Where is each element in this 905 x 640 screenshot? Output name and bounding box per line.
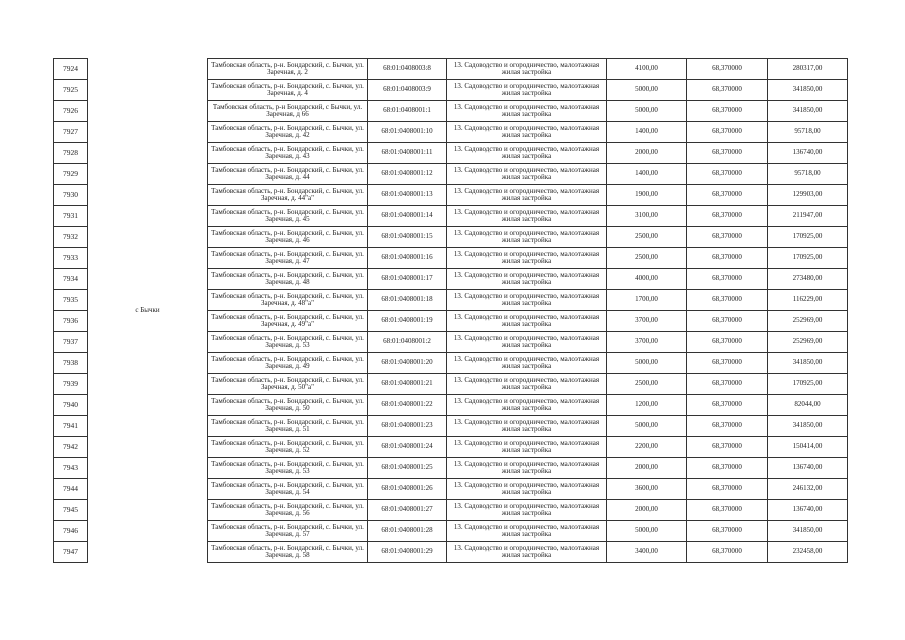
row-number: 7925 <box>54 80 88 101</box>
land-use-cell: 13. Садоводство и огородничество, малоэтажная жилая застройка <box>447 437 607 458</box>
row-number: 7945 <box>54 500 88 521</box>
land-use-cell: 13. Садоводство и огородничество, малоэтажная жилая застройка <box>447 542 607 563</box>
cadastral-number-cell: 68:01:0408003:9 <box>368 80 447 101</box>
land-use-cell: 13. Садоводство и огородничество, малоэтажная жилая застройка <box>447 311 607 332</box>
address-cell: Тамбовская область, р-н. Бондарский, с. Бычки, ул. Заречная, д. 50 <box>208 395 368 416</box>
row-number: 7935 <box>54 290 88 311</box>
address-cell: Тамбовская область, р-н. Бондарский, с. Бычки, ул. Заречная, д. 57 <box>208 521 368 542</box>
rate-cell: 68,370000 <box>687 269 768 290</box>
address-cell: Тамбовская область, р-н. Бондарский, с. Бычки, ул. Заречная, д. 53 <box>208 458 368 479</box>
cadastral-value-cell: 341850,00 <box>768 353 848 374</box>
address-cell: Тамбовская область, р-н. Бондарский, с. Бычки, ул. Заречная, д. 49 <box>208 353 368 374</box>
row-number: 7930 <box>54 185 88 206</box>
land-use-cell: 13. Садоводство и огородничество, малоэтажная жилая застройка <box>447 458 607 479</box>
rate-cell: 68,370000 <box>687 332 768 353</box>
rate-cell: 68,370000 <box>687 185 768 206</box>
rate-cell: 68,370000 <box>687 164 768 185</box>
cadastral-number-cell: 68:01:0408001:13 <box>368 185 447 206</box>
cadastral-value-cell: 341850,00 <box>768 521 848 542</box>
cadastral-number-cell: 68:01:0408001:15 <box>368 227 447 248</box>
rate-cell: 68,370000 <box>687 227 768 248</box>
row-number: 7946 <box>54 521 88 542</box>
address-cell: Тамбовская область, р-н Бондарский, с Бычки, ул. Заречная, д 66 <box>208 101 368 122</box>
row-number: 7947 <box>54 542 88 563</box>
rate-cell: 68,370000 <box>687 395 768 416</box>
area-cell: 3100,00 <box>607 206 687 227</box>
area-cell: 1700,00 <box>607 290 687 311</box>
cadastral-value-cell: 341850,00 <box>768 101 848 122</box>
address-cell: Тамбовская область, р-н. Бондарский, с. Бычки, ул. Заречная, д. 42 <box>208 122 368 143</box>
cadastral-number-cell: 68:01:0408001:12 <box>368 164 447 185</box>
land-use-cell: 13. Садоводство и огородничество, малоэтажная жилая застройка <box>447 80 607 101</box>
cadastral-value-cell: 232458,00 <box>768 542 848 563</box>
address-cell: Тамбовская область, р-н. Бондарский, с. Бычки, ул. Заречная, д. 49"а" <box>208 311 368 332</box>
table-row <box>54 59 848 80</box>
cadastral-value-cell: 211947,00 <box>768 206 848 227</box>
cadastral-value-cell: 170925,00 <box>768 227 848 248</box>
land-use-cell: 13. Садоводство и огородничество, малоэтажная жилая застройка <box>447 164 607 185</box>
land-use-cell: 13. Садоводство и огородничество, малоэтажная жилая застройка <box>447 416 607 437</box>
address-cell: Тамбовская область, р-н. Бондарский, с. Бычки, ул. Заречная, д. 56 <box>208 500 368 521</box>
cadastral-number-cell: 68:01:0408001:18 <box>368 290 447 311</box>
address-cell: Тамбовская область, р-н. Бондарский, с. Бычки, ул. Заречная, д. 48"а" <box>208 290 368 311</box>
cadastral-value-cell: 170925,00 <box>768 374 848 395</box>
cadastral-value-cell: 136740,00 <box>768 500 848 521</box>
land-use-cell: 13. Садоводство и огородничество, малоэтажная жилая застройка <box>447 227 607 248</box>
rate-cell: 68,370000 <box>687 206 768 227</box>
rate-cell: 68,370000 <box>687 437 768 458</box>
cadastral-value-cell: 150414,00 <box>768 437 848 458</box>
cadastral-value-cell: 170925,00 <box>768 248 848 269</box>
row-number: 7928 <box>54 143 88 164</box>
cadastral-number-cell: 68:01:0408001:23 <box>368 416 447 437</box>
cadastral-number-cell: 68:01:0408001:27 <box>368 500 447 521</box>
rate-cell: 68,370000 <box>687 143 768 164</box>
area-cell: 3700,00 <box>607 311 687 332</box>
row-number: 7926 <box>54 101 88 122</box>
cadastral-number-cell: 68:01:0408003:8 <box>368 59 447 80</box>
row-number: 7939 <box>54 374 88 395</box>
rate-cell: 68,370000 <box>687 479 768 500</box>
area-cell: 5000,00 <box>607 521 687 542</box>
cadastral-value-cell: 136740,00 <box>768 143 848 164</box>
address-cell: Тамбовская область, р-н. Бондарский, с. Бычки, ул. Заречная, д. 46 <box>208 227 368 248</box>
rate-cell: 68,370000 <box>687 80 768 101</box>
cadastral-value-cell: 252969,00 <box>768 332 848 353</box>
cadastral-value-cell: 341850,00 <box>768 416 848 437</box>
rate-cell: 68,370000 <box>687 122 768 143</box>
cadastral-number-cell: 68:01:0408001:24 <box>368 437 447 458</box>
address-cell: Тамбовская область, р-н. Бондарский, с. Бычки, ул. Заречная, д. 58 <box>208 542 368 563</box>
address-cell: Тамбовская область, р-н. Бондарский, с. Бычки, ул. Заречная, д. 48 <box>208 269 368 290</box>
cadastral-value-cell: 280317,00 <box>768 59 848 80</box>
row-number: 7929 <box>54 164 88 185</box>
cadastral-number-cell: 68:01:0408001:10 <box>368 122 447 143</box>
area-cell: 2500,00 <box>607 374 687 395</box>
area-cell: 5000,00 <box>607 80 687 101</box>
row-number: 7941 <box>54 416 88 437</box>
area-cell: 2000,00 <box>607 458 687 479</box>
row-number: 7934 <box>54 269 88 290</box>
address-cell: Тамбовская область, р-н. Бондарский, с. Бычки, ул. Заречная, д. 47 <box>208 248 368 269</box>
cadastral-number-cell: 68:01:0408001:2 <box>368 332 447 353</box>
rate-cell: 68,370000 <box>687 458 768 479</box>
rate-cell: 68,370000 <box>687 521 768 542</box>
row-number: 7943 <box>54 458 88 479</box>
area-cell: 1900,00 <box>607 185 687 206</box>
row-number: 7931 <box>54 206 88 227</box>
address-cell: Тамбовская область, р-н. Бондарский, с. Бычки, ул. Заречная, д. 51 <box>208 416 368 437</box>
cadastral-value-cell: 246132,00 <box>768 479 848 500</box>
land-use-cell: 13. Садоводство и огородничество, малоэтажная жилая застройка <box>447 206 607 227</box>
cadastral-value-cell: 341850,00 <box>768 80 848 101</box>
area-cell: 4000,00 <box>607 269 687 290</box>
area-cell: 5000,00 <box>607 353 687 374</box>
cadastral-number-cell: 68:01:0408001:11 <box>368 143 447 164</box>
land-use-cell: 13. Садоводство и огородничество, малоэтажная жилая застройка <box>447 521 607 542</box>
cadastral-value-cell: 136740,00 <box>768 458 848 479</box>
cadastral-number-cell: 68:01:0408001:14 <box>368 206 447 227</box>
area-cell: 3700,00 <box>607 332 687 353</box>
land-use-cell: 13. Садоводство и огородничество, малоэтажная жилая застройка <box>447 248 607 269</box>
land-use-cell: 13. Садоводство и огородничество, малоэтажная жилая застройка <box>447 59 607 80</box>
cadastral-number-cell: 68:01:0408001:28 <box>368 521 447 542</box>
row-number: 7936 <box>54 311 88 332</box>
cadastral-number-cell: 68:01:0408001:20 <box>368 353 447 374</box>
row-number: 7938 <box>54 353 88 374</box>
cadastral-value-cell: 95718,00 <box>768 122 848 143</box>
land-use-cell: 13. Садоводство и огородничество, малоэтажная жилая застройка <box>447 101 607 122</box>
area-cell: 1400,00 <box>607 122 687 143</box>
cadastral-value-cell: 273480,00 <box>768 269 848 290</box>
rate-cell: 68,370000 <box>687 248 768 269</box>
cadastral-value-cell: 252969,00 <box>768 311 848 332</box>
address-cell: Тамбовская область, р-н. Бондарский, с. Бычки, ул. Заречная, д. 44"а" <box>208 185 368 206</box>
rate-cell: 68,370000 <box>687 101 768 122</box>
address-cell: Тамбовская область, р-н. Бондарский, с. Бычки, ул. Заречная, д. 45 <box>208 206 368 227</box>
row-number: 7937 <box>54 332 88 353</box>
cadastral-number-cell: 68:01:0408001:1 <box>368 101 447 122</box>
table-body <box>54 59 848 563</box>
cadastral-number-cell: 68:01:0408001:17 <box>368 269 447 290</box>
land-use-cell: 13. Садоводство и огородничество, малоэтажная жилая застройка <box>447 185 607 206</box>
cadastral-number-cell: 68:01:0408001:22 <box>368 395 447 416</box>
land-use-cell: 13. Садоводство и огородничество, малоэтажная жилая застройка <box>447 332 607 353</box>
locality-cell: с Бычки <box>88 59 208 563</box>
address-cell: Тамбовская область, р-н. Бондарский, с. Бычки, ул. Заречная, д. 53 <box>208 332 368 353</box>
land-use-cell: 13. Садоводство и огородничество, малоэтажная жилая застройка <box>447 479 607 500</box>
cadastral-value-cell: 129903,00 <box>768 185 848 206</box>
address-cell: Тамбовская область, р-н. Бондарский, с. Бычки, ул. Заречная, д. 4 <box>208 80 368 101</box>
rate-cell: 68,370000 <box>687 353 768 374</box>
area-cell: 4100,00 <box>607 59 687 80</box>
row-number: 7932 <box>54 227 88 248</box>
address-cell: Тамбовская область, р-н. Бондарский, с. Бычки, ул. Заречная, д. 44 <box>208 164 368 185</box>
address-cell: Тамбовская область, р-н. Бондарский, с. Бычки, ул. Заречная, д. 43 <box>208 143 368 164</box>
row-number: 7942 <box>54 437 88 458</box>
land-use-cell: 13. Садоводство и огородничество, малоэтажная жилая застройка <box>447 500 607 521</box>
rate-cell: 68,370000 <box>687 416 768 437</box>
cadastral-value-cell: 116229,00 <box>768 290 848 311</box>
cadastral-value-cell: 82044,00 <box>768 395 848 416</box>
row-number: 7933 <box>54 248 88 269</box>
cadastral-number-cell: 68:01:0408001:26 <box>368 479 447 500</box>
row-number: 7927 <box>54 122 88 143</box>
cadastral-value-cell: 95718,00 <box>768 164 848 185</box>
cadastral-number-cell: 68:01:0408001:21 <box>368 374 447 395</box>
land-use-cell: 13. Садоводство и огородничество, малоэтажная жилая застройка <box>447 353 607 374</box>
land-use-cell: 13. Садоводство и огородничество, малоэтажная жилая застройка <box>447 122 607 143</box>
area-cell: 2500,00 <box>607 248 687 269</box>
address-cell: Тамбовская область, р-н. Бондарский, с. Бычки, ул. Заречная, д. 50"а" <box>208 374 368 395</box>
rate-cell: 68,370000 <box>687 500 768 521</box>
area-cell: 3600,00 <box>607 479 687 500</box>
rate-cell: 68,370000 <box>687 59 768 80</box>
area-cell: 2000,00 <box>607 500 687 521</box>
rate-cell: 68,370000 <box>687 542 768 563</box>
row-number: 7924 <box>54 59 88 80</box>
address-cell: Тамбовская область, р-н. Бондарский, с. Бычки, ул. Заречная, д. 54 <box>208 479 368 500</box>
area-cell: 2200,00 <box>607 437 687 458</box>
area-cell: 2500,00 <box>607 227 687 248</box>
area-cell: 1400,00 <box>607 164 687 185</box>
cadastral-number-cell: 68:01:0408001:29 <box>368 542 447 563</box>
rate-cell: 68,370000 <box>687 290 768 311</box>
rate-cell: 68,370000 <box>687 374 768 395</box>
cadastral-number-cell: 68:01:0408001:19 <box>368 311 447 332</box>
cadastral-number-cell: 68:01:0408001:16 <box>368 248 447 269</box>
area-cell: 1200,00 <box>607 395 687 416</box>
address-cell: Тамбовская область, р-н. Бондарский, с. Бычки, ул. Заречная, д. 52 <box>208 437 368 458</box>
land-use-cell: 13. Садоводство и огородничество, малоэтажная жилая застройка <box>447 290 607 311</box>
row-number: 7944 <box>54 479 88 500</box>
cadastral-number-cell: 68:01:0408001:25 <box>368 458 447 479</box>
row-number: 7940 <box>54 395 88 416</box>
land-use-cell: 13. Садоводство и огородничество, малоэтажная жилая застройка <box>447 143 607 164</box>
land-use-cell: 13. Садоводство и огородничество, малоэтажная жилая застройка <box>447 269 607 290</box>
land-use-cell: 13. Садоводство и огородничество, малоэтажная жилая застройка <box>447 395 607 416</box>
land-use-cell: 13. Садоводство и огородничество, малоэтажная жилая застройка <box>447 374 607 395</box>
address-cell: Тамбовская область, р-н. Бондарский, с. Бычки, ул. Заречная, д. 2 <box>208 59 368 80</box>
area-cell: 3400,00 <box>607 542 687 563</box>
land-registry-table <box>53 58 848 563</box>
area-cell: 2000,00 <box>607 143 687 164</box>
area-cell: 5000,00 <box>607 416 687 437</box>
rate-cell: 68,370000 <box>687 311 768 332</box>
area-cell: 5000,00 <box>607 101 687 122</box>
